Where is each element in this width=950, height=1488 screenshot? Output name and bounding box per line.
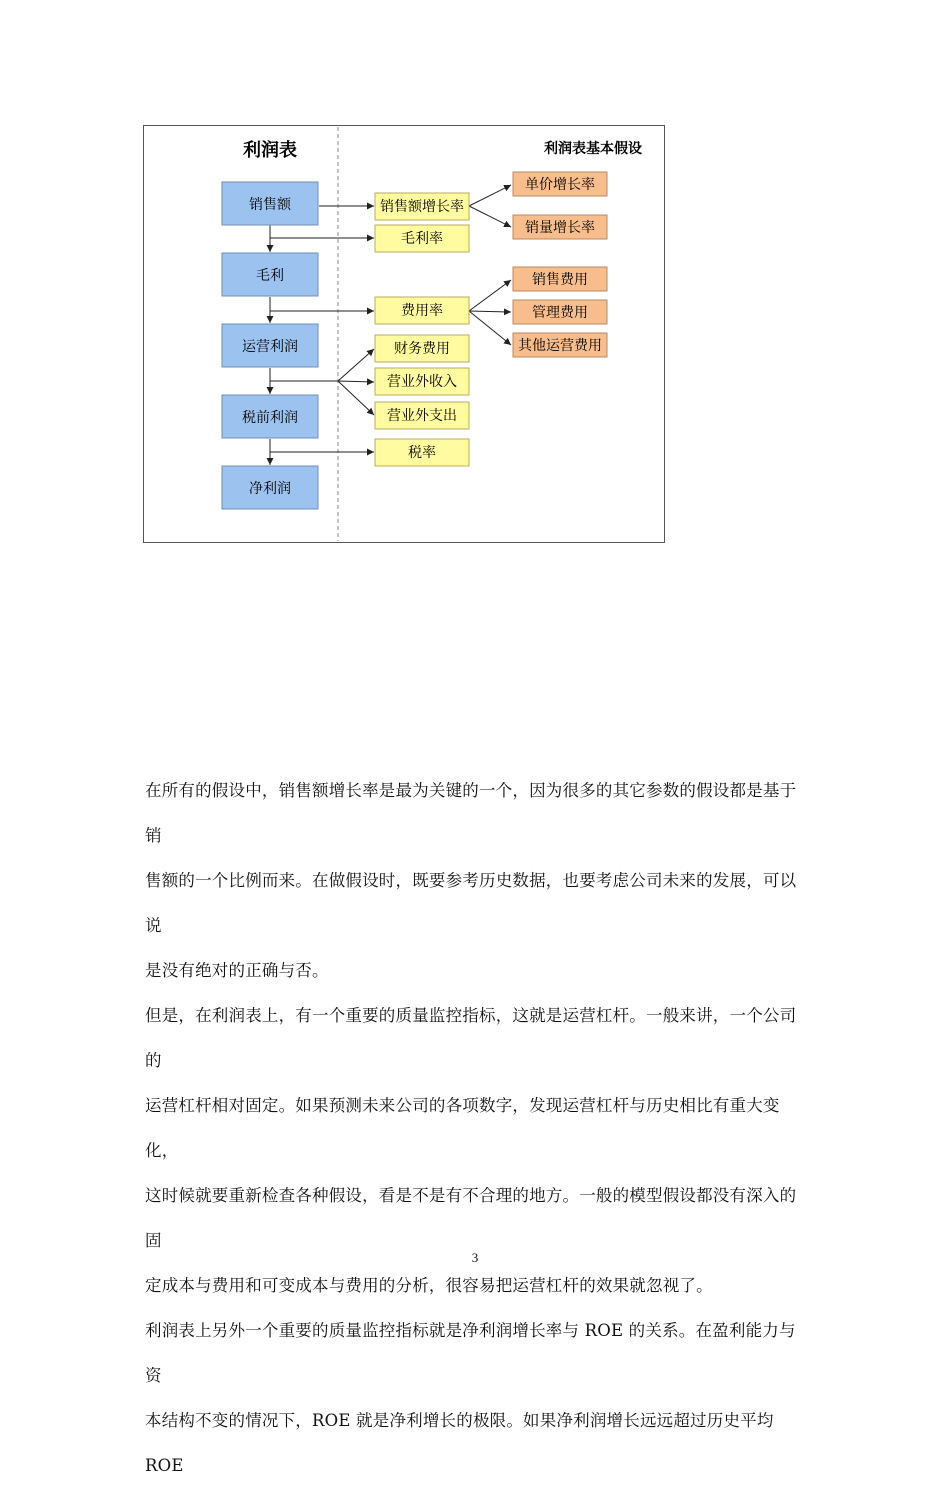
income-statement-diagram — [143, 125, 665, 543]
box-sales-label: 销售额 — [249, 197, 291, 213]
box-other-op-expense-label: 其他运营费用 — [518, 338, 602, 354]
right-title: 利润表基本假设 — [544, 141, 642, 157]
box-pretax-profit-label: 税前利润 — [242, 410, 298, 426]
box-operating-profit-label: 运营利润 — [242, 339, 298, 355]
paragraph-3 — [145, 1308, 810, 1488]
paragraph-line: 定成本与费用和可变成本与费用的分析，很容易把运营杠杆的效果就忽视了。 — [145, 1276, 713, 1295]
paragraph-1 — [145, 768, 810, 993]
box-non-op-income-label: 营业外收入 — [387, 374, 457, 390]
body-text — [145, 768, 810, 1488]
box-tax-rate-label: 税率 — [408, 445, 436, 461]
box-net-profit-label: 净利润 — [249, 481, 291, 497]
box-gross-profit-label: 毛利 — [256, 268, 284, 284]
diagram-canvas — [143, 125, 665, 543]
box-volume-growth-label: 销量增长率 — [525, 220, 595, 236]
paragraph-line: 是没有绝对的正确与否。 — [145, 961, 329, 980]
box-sales-growth-label: 销售额增长率 — [380, 199, 464, 215]
left-title: 利润表 — [243, 140, 297, 161]
box-non-op-expense-label: 营业外支出 — [387, 408, 457, 424]
paragraph-line: 售额的一个比例而来。在做假设时，既要参考历史数据，也要考虑公司未来的发展，可以说 — [145, 871, 797, 935]
paragraph-line: 利润表上另外一个重要的质量监控指标就是净利润增长率与 ROE 的关系。在盈利能力与资 — [145, 1321, 796, 1385]
paragraph-line: 在所有的假设中，销售额增长率是最为关键的一个，因为很多的其它参数的假设都是基于销 — [145, 781, 797, 845]
paragraph-line: 但是，在利润表上，有一个重要的质量监控指标，这就是运营杠杆。一般来讲，一个公司的 — [145, 1006, 797, 1070]
page-number: 3 — [471, 1250, 479, 1265]
box-selling-expense-label: 销售费用 — [532, 272, 588, 288]
box-gross-margin-label: 毛利率 — [401, 231, 443, 247]
box-admin-expense-label: 管理费用 — [532, 305, 588, 321]
paragraph-line: 本结构不变的情况下，ROE 就是净利增长的极限。如果净利润增长远远超过历史平均 ROE — [145, 1411, 774, 1475]
box-finance-cost-label: 财务费用 — [394, 341, 450, 357]
paragraph-line: 运营杠杆相对固定。如果预测未来公司的各项数字，发现运营杠杆与历史相比有重大变化， — [145, 1096, 780, 1160]
box-expense-rate-label: 费用率 — [401, 303, 443, 319]
paragraph-line: 这时候就要重新检查各种假设，看是不是有不合理的地方。一般的模型假设都没有深入的固 — [145, 1186, 797, 1250]
box-unit-price-growth-label: 单价增长率 — [525, 177, 595, 193]
